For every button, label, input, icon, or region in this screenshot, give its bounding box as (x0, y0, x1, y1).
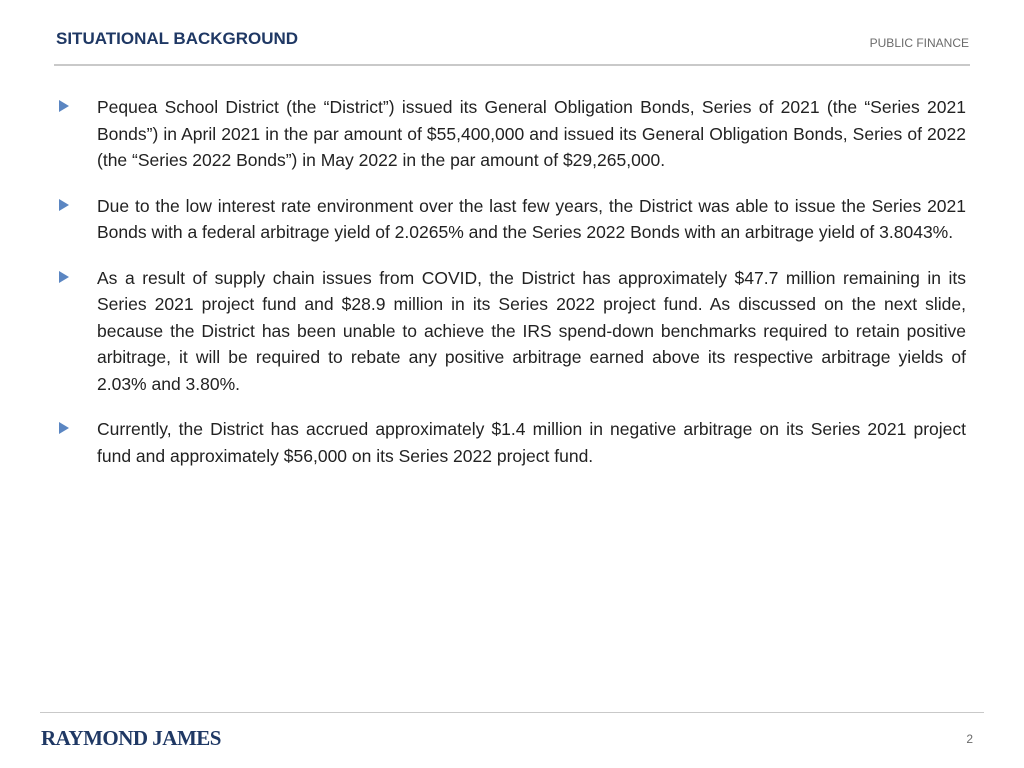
header-divider (54, 64, 970, 66)
section-label: PUBLIC FINANCE (869, 36, 969, 50)
triangle-bullet-icon (59, 422, 69, 434)
company-logo: RAYMOND JAMES (41, 726, 221, 750)
footer-divider (40, 712, 984, 713)
triangle-bullet-icon (59, 100, 69, 112)
bullet-item (56, 193, 966, 246)
bullet-item (56, 94, 966, 174)
page-title: SITUATIONAL BACKGROUND (56, 29, 299, 48)
bullet-item (56, 265, 966, 398)
triangle-bullet-icon (59, 271, 69, 283)
triangle-bullet-icon (59, 199, 69, 211)
bullet-text: Pequea School District (the “District”) issued its General Obligation Bonds, Series of 2021 (the “Series 2021 Bonds”) in April 2021 in the par amount of $55,400,000 and issued its General Obligation Bonds, Series of 2022 (the “Series 2022 Bonds”) in May 2022 in the par amount of $29,265,000. (97, 97, 966, 170)
bullet-text: Due to the low interest rate environment over the last few years, the District was able to issue the Series 2021 Bonds with a federal arbitrage yield of 2.0265% and the Series 2022 Bonds with an arbitrage yield of 3.8043%. (97, 195, 966, 242)
bullet-list (56, 94, 966, 488)
bullet-text: As a result of supply chain issues from COVID, the District has approximately $47.7 million remaining in its Series 2021 project fund and $28.9 million in its Series 2022 project fund. As discussed on the next slide, because the District has been unable to achieve the IRS spend-down benchmarks required to retain positive arbitrage, it will be required to rebate any positive arbitrage earned above its respective arbitrage yields of 2.03% and 3.80%. (97, 267, 966, 394)
bullet-item (56, 416, 966, 469)
page-number: 2 (966, 732, 973, 746)
bullet-text: Currently, the District has accrued approximately $1.4 million in negative arbitrage on its Series 2021 project fund and approximately $56,000 on its Series 2022 project fund. (97, 419, 966, 466)
